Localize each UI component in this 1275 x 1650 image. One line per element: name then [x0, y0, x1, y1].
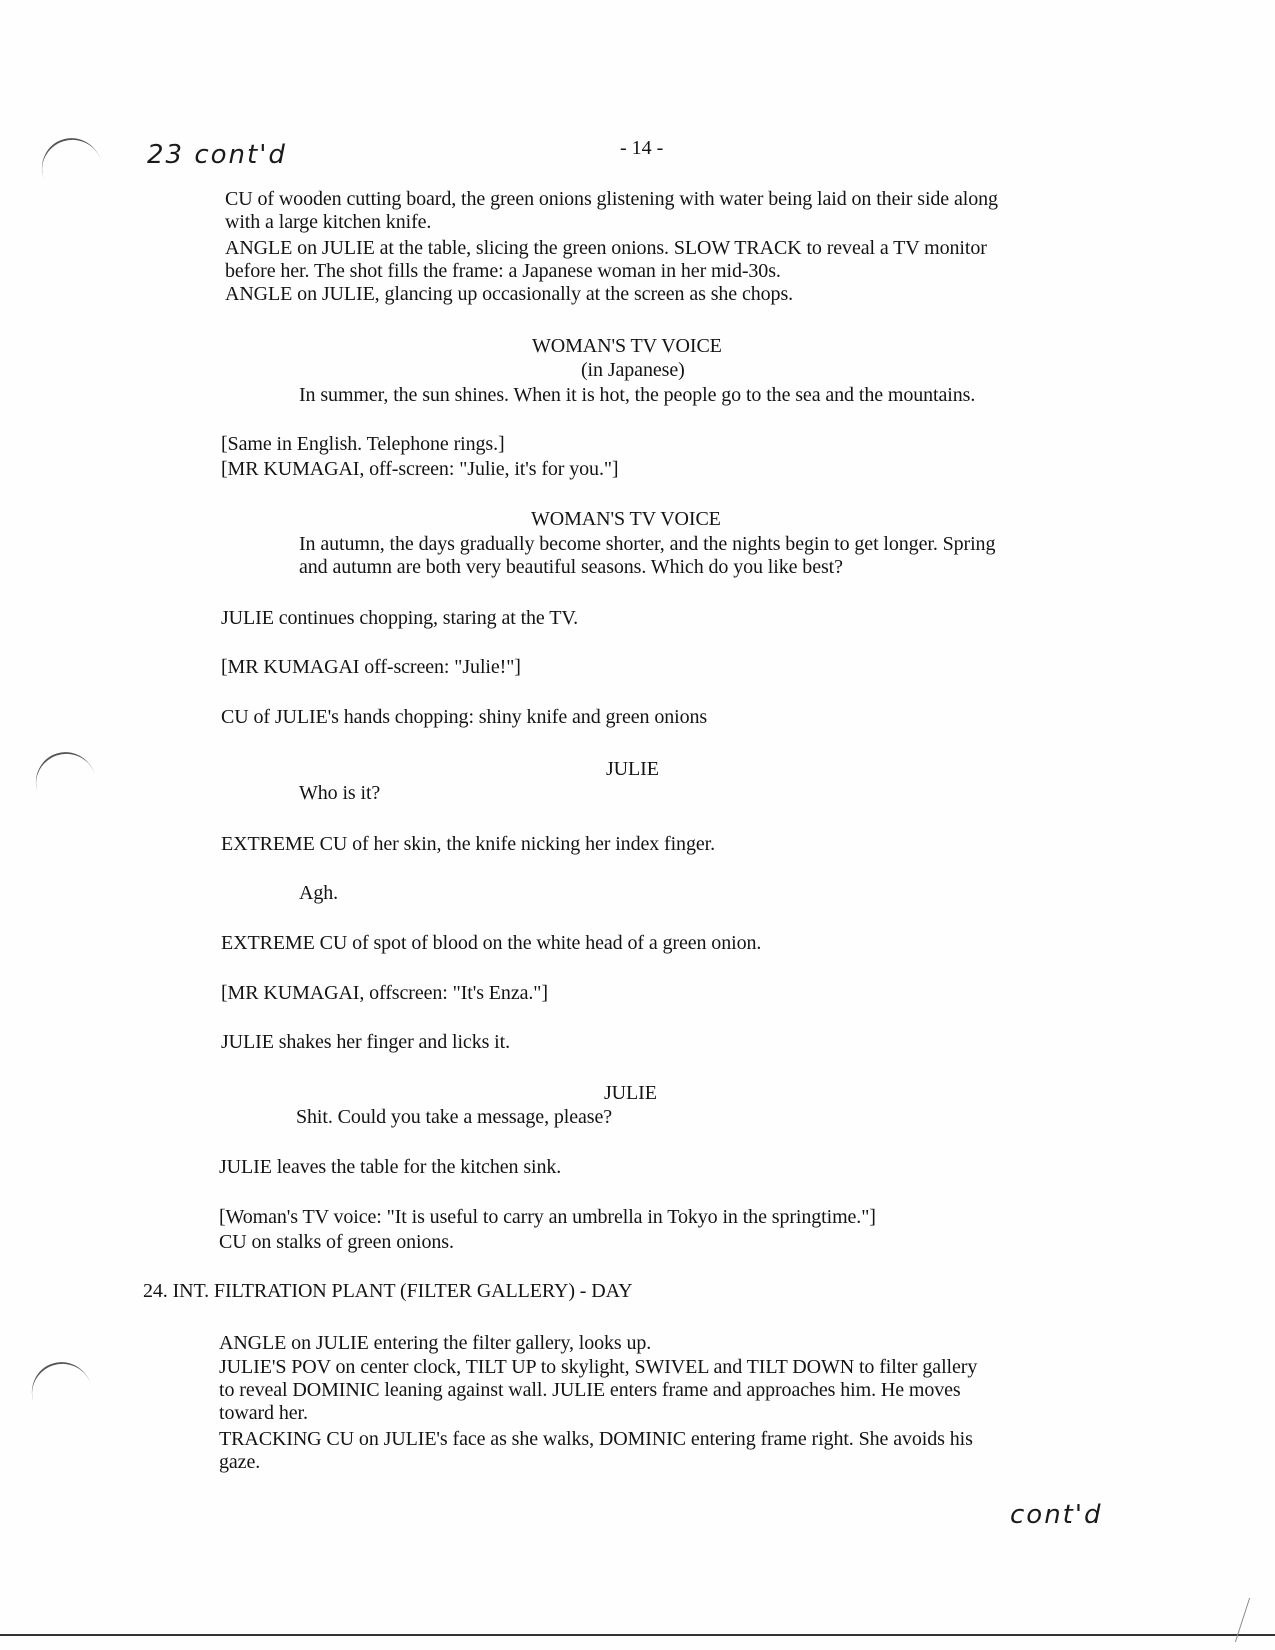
action-line: CU of JULIE's hands chopping: shiny knife and green onions: [221, 706, 708, 728]
action-line: CU on stalks of green onions.: [219, 1231, 454, 1253]
character-name: JULIE: [606, 758, 659, 780]
action-line: toward her.: [219, 1402, 308, 1424]
action-line: before her. The shot fills the frame: a Japanese woman in her mid-30s.: [225, 260, 781, 282]
action-line: TRACKING CU on JULIE's face as she walks, DOMINIC entering frame right. She avoids his: [219, 1428, 973, 1450]
action-line: [Woman's TV voice: "It is useful to carry an umbrella in Tokyo in the springtime."]: [219, 1206, 876, 1228]
action-line: EXTREME CU of her skin, the knife nicking her index finger.: [221, 833, 715, 855]
action-line: ANGLE on JULIE entering the filter gallery, looks up.: [219, 1332, 652, 1354]
action-line: JULIE leaves the table for the kitchen sink.: [219, 1156, 562, 1178]
action-line: with a large kitchen knife.: [225, 211, 432, 233]
action-line: [MR KUMAGAI off-screen: "Julie!"]: [221, 656, 521, 678]
page-number: - 14 -: [620, 137, 664, 159]
action-line: JULIE continues chopping, staring at the TV.: [221, 607, 579, 629]
parenthetical: (in Japanese): [581, 359, 685, 381]
handwritten-note-top: 23 cont'd: [147, 140, 287, 170]
action-line: to reveal DOMINIC leaning against wall. JULIE enters frame and approaches him. He moves: [219, 1379, 961, 1401]
dialogue-line: Shit. Could you take a message, please?: [296, 1106, 613, 1128]
dialogue-line: In autumn, the days gradually become shorter, and the nights begin to get longer. Spring: [299, 533, 996, 555]
action-line: ANGLE on JULIE, glancing up occasionally at the screen as she chops.: [225, 283, 794, 305]
action-line: [Same in English. Telephone rings.]: [221, 433, 505, 455]
handwritten-note-bottom: cont'd: [1010, 1500, 1103, 1530]
action-line: CU of wooden cutting board, the green onions glistening with water being laid on their side along: [225, 188, 998, 210]
character-name: WOMAN'S TV VOICE: [532, 335, 722, 357]
action-line: JULIE'S POV on center clock, TILT UP to skylight, SWIVEL and TILT DOWN to filter gallery: [219, 1356, 978, 1378]
action-line: EXTREME CU of spot of blood on the white head of a green onion.: [221, 932, 762, 954]
action-line: gaze.: [219, 1451, 261, 1473]
dialogue-line: In summer, the sun shines. When it is hot, the people go to the sea and the mountains.: [299, 384, 976, 406]
action-line: ANGLE on JULIE at the table, slicing the green onions. SLOW TRACK to reveal a TV monitor: [225, 237, 987, 259]
dialogue-line: Who is it?: [299, 782, 381, 804]
scene-heading: 24. INT. FILTRATION PLANT (FILTER GALLERY) - DAY: [143, 1280, 633, 1302]
action-line: [MR KUMAGAI, offscreen: "It's Enza."]: [221, 982, 548, 1004]
punch-hole-mark: [24, 1354, 100, 1432]
action-line: [MR KUMAGAI, off-screen: "Julie, it's for you."]: [221, 458, 619, 480]
punch-hole-mark: [28, 744, 104, 822]
page-bottom-edge: [0, 1634, 1275, 1636]
dialogue-line: and autumn are both very beautiful seasons. Which do you like best?: [299, 556, 843, 578]
punch-hole-mark: [34, 130, 110, 208]
character-name: JULIE: [604, 1082, 657, 1104]
character-name: WOMAN'S TV VOICE: [531, 508, 721, 530]
action-line: JULIE shakes her finger and licks it.: [221, 1031, 510, 1053]
dialogue-line: Agh.: [299, 882, 339, 904]
